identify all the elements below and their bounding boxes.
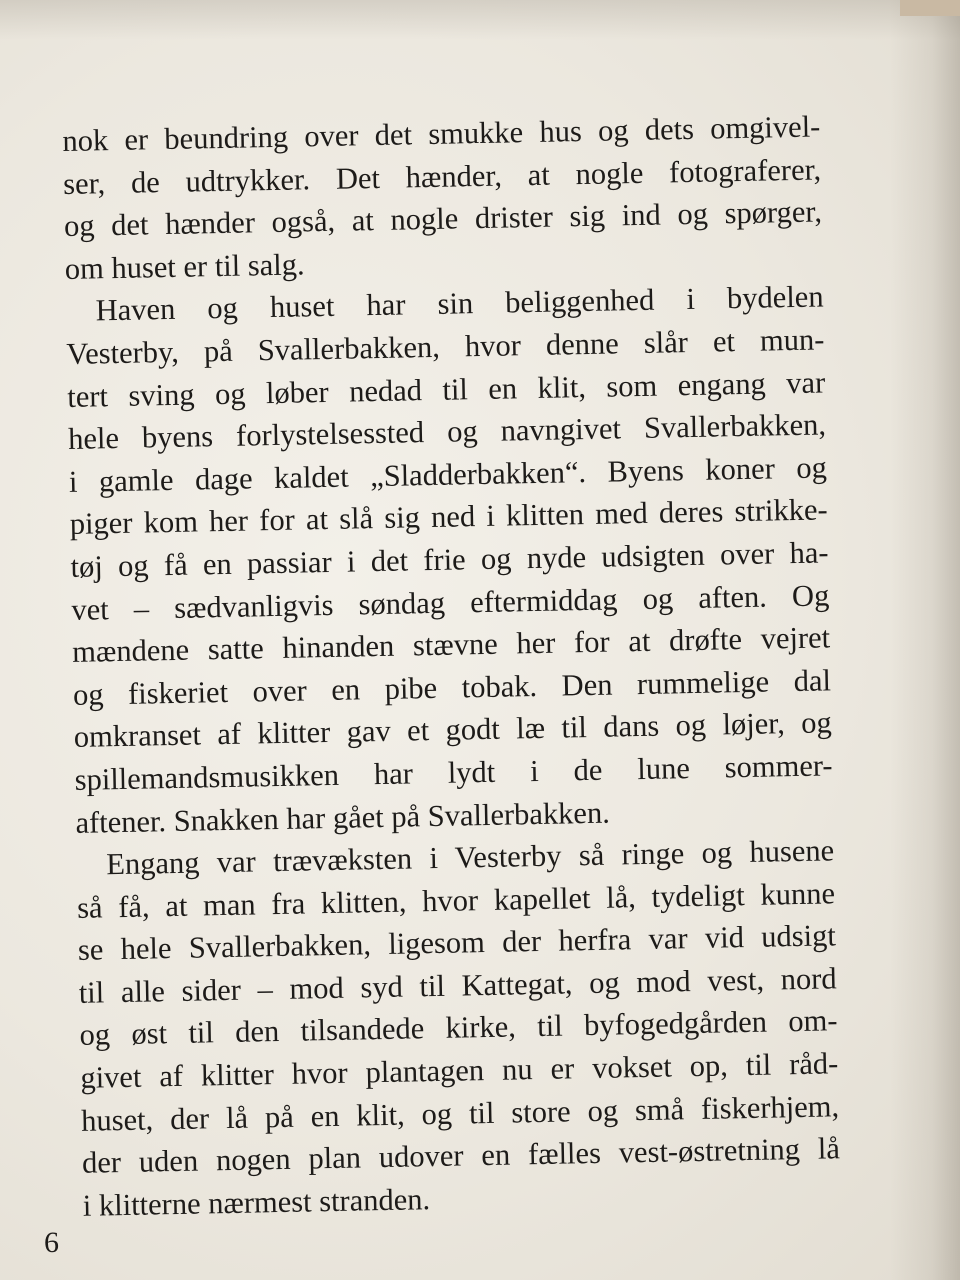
text-line: Engang var trævæksten i Vesterby så ringe og husene <box>105 833 835 882</box>
text-line: i klitterne nærmest stranden. <box>82 1181 431 1223</box>
text-line: og øst til den tilsandede kirke, til byfogedgården om- <box>79 1003 838 1053</box>
text-line: tert sving og løber nedad til en klit, som engang var <box>66 364 826 414</box>
text-line: i gamle dage kaldet „Sladderbakken“. Byens koner og <box>68 450 828 499</box>
text-line: Vesterby, på Svallerbakken, hvor denne slår et mun- <box>66 322 825 371</box>
page-top-shadow <box>0 0 960 40</box>
page-number: 6 <box>44 1226 59 1259</box>
text-line: så få, at man fra klitten, hvor kapellet lå, tydeligt kunne <box>76 875 836 925</box>
text-line: tøj og få en passiar i det frie og nyde udsigten over ha- <box>70 535 829 584</box>
text-line: vet – sædvanligvis søndag eftermiddag og aften. Og <box>71 577 830 627</box>
text-line: piger kom her for at slå sig ned i klitten med deres strikke- <box>69 492 828 542</box>
text-line: om huset er til salg. <box>64 247 305 286</box>
text-line: omkranset af klitter gav et godt læ til dans og løjer, og <box>73 705 833 755</box>
adjacent-page-strip <box>900 0 960 16</box>
text-line: givet af klitter hvor plantagen nu er vokset op, til råd- <box>80 1046 839 1095</box>
text-line: Haven og huset har sin beliggenhed i bydelen <box>95 279 824 328</box>
text-line: mændene satte hinanden stævne her for at drøfte vejret <box>71 620 831 670</box>
text-line: og fiskeriet over en pibe tobak. Den rummelige dal <box>72 663 832 712</box>
text-line: hele byens forlystelsessted og navngivet Svallerbakken, <box>67 407 827 457</box>
text-line: aftener. Snakken har gået på Svallerbakken. <box>75 795 611 840</box>
text-line: spillemandsmusikken har lydt i de lune sommer- <box>74 748 833 797</box>
text-line: og det hænder også, at nogle drister sig ind og spørger, <box>63 194 823 244</box>
text-line: der uden nogen plan udover en fælles vest-østretning lå <box>81 1131 841 1181</box>
text-line: til alle sider – mod syd til Kattegat, og mod vest, nord <box>78 961 837 1010</box>
body-text <box>62 105 841 1227</box>
text-line: nok er beundring over det smukke hus og dets omgivel- <box>62 109 821 158</box>
text-line: ser, de udtrykker. Det hænder, at nogle fotograferer, <box>62 152 822 201</box>
text-line: se hele Svallerbakken, ligesom der herfra var vid udsigt <box>77 918 837 968</box>
page-edge-shadow <box>890 0 960 1280</box>
text-line: huset, der lå på en klit, og til store og små fiskerhjem, <box>80 1088 840 1138</box>
